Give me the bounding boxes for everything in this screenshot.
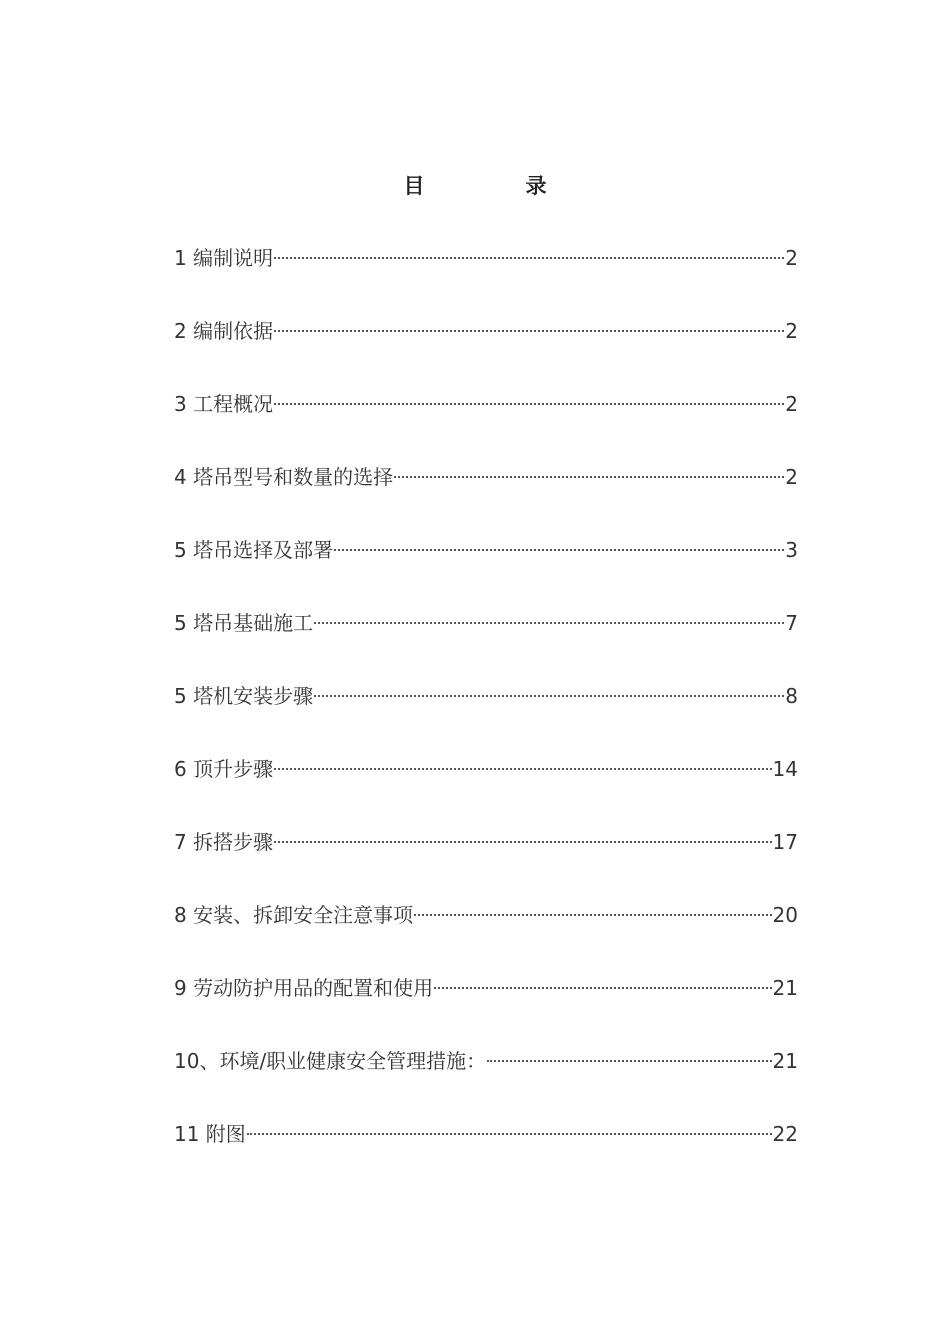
toc-page-number: 21 [772,976,798,1000]
toc-entry[interactable] [174,824,798,897]
toc-entry-text: 8 安装、拆卸安全注意事项 [174,903,414,927]
toc-page-number: 7 [785,611,798,635]
toc-entry-text: 5 塔吊基础施工 [174,611,314,635]
toc-page-number: 22 [772,1122,798,1146]
toc-entry-text: 5 塔机安装步骤 [174,684,314,708]
toc-page-number: 21 [772,1049,798,1073]
dot-leader [414,914,771,916]
toc-page-number: 3 [785,538,798,562]
toc-entry[interactable] [174,240,798,313]
dot-leader [434,987,771,989]
toc-list [174,240,798,1189]
dot-leader [394,476,784,478]
toc-entry[interactable] [174,1043,798,1116]
toc-entry[interactable] [174,1116,798,1189]
toc-entry-text: 3 工程概况 [174,392,274,416]
dot-leader [247,1133,772,1135]
toc-entry-text: 10、环境/职业健康安全管理措施： [174,1049,487,1073]
toc-entry-text: 2 编制依据 [174,319,274,343]
dot-leader [274,841,771,843]
toc-entry[interactable] [174,751,798,824]
toc-entry[interactable] [174,897,798,970]
toc-entry-text: 1 编制说明 [174,246,274,270]
toc-entry[interactable] [174,386,798,459]
toc-title: 目 录 [403,174,587,198]
toc-entry[interactable] [174,678,798,751]
dot-leader [314,695,784,697]
dot-leader [314,622,784,624]
toc-page-number: 2 [785,319,798,343]
toc-entry-text: 5 塔吊选择及部署 [174,538,334,562]
toc-entry-text: 11 附图 [174,1122,246,1146]
dot-leader [274,330,784,332]
toc-entry[interactable] [174,970,798,1043]
toc-entry-text: 7 拆搭步骤 [174,830,274,854]
dot-leader [274,403,784,405]
toc-entry[interactable] [174,313,798,386]
toc-page-number: 2 [785,465,798,489]
toc-page-number: 17 [772,830,798,854]
toc-entry[interactable] [174,532,798,605]
toc-entry-text: 4 塔吊型号和数量的选择 [174,465,394,489]
toc-entry-text: 6 顶升步骤 [174,757,274,781]
toc-entry[interactable] [174,459,798,532]
dot-leader [274,768,771,770]
toc-page-number: 2 [785,246,798,270]
toc-page-number: 14 [772,757,798,781]
dot-leader [274,257,784,259]
toc-page-number: 20 [772,903,798,927]
dot-leader [487,1060,771,1062]
toc-page-number: 8 [785,684,798,708]
toc-entry[interactable] [174,605,798,678]
toc-page-number: 2 [785,392,798,416]
dot-leader [334,549,784,551]
toc-entry-text: 9 劳动防护用品的配置和使用 [174,976,434,1000]
